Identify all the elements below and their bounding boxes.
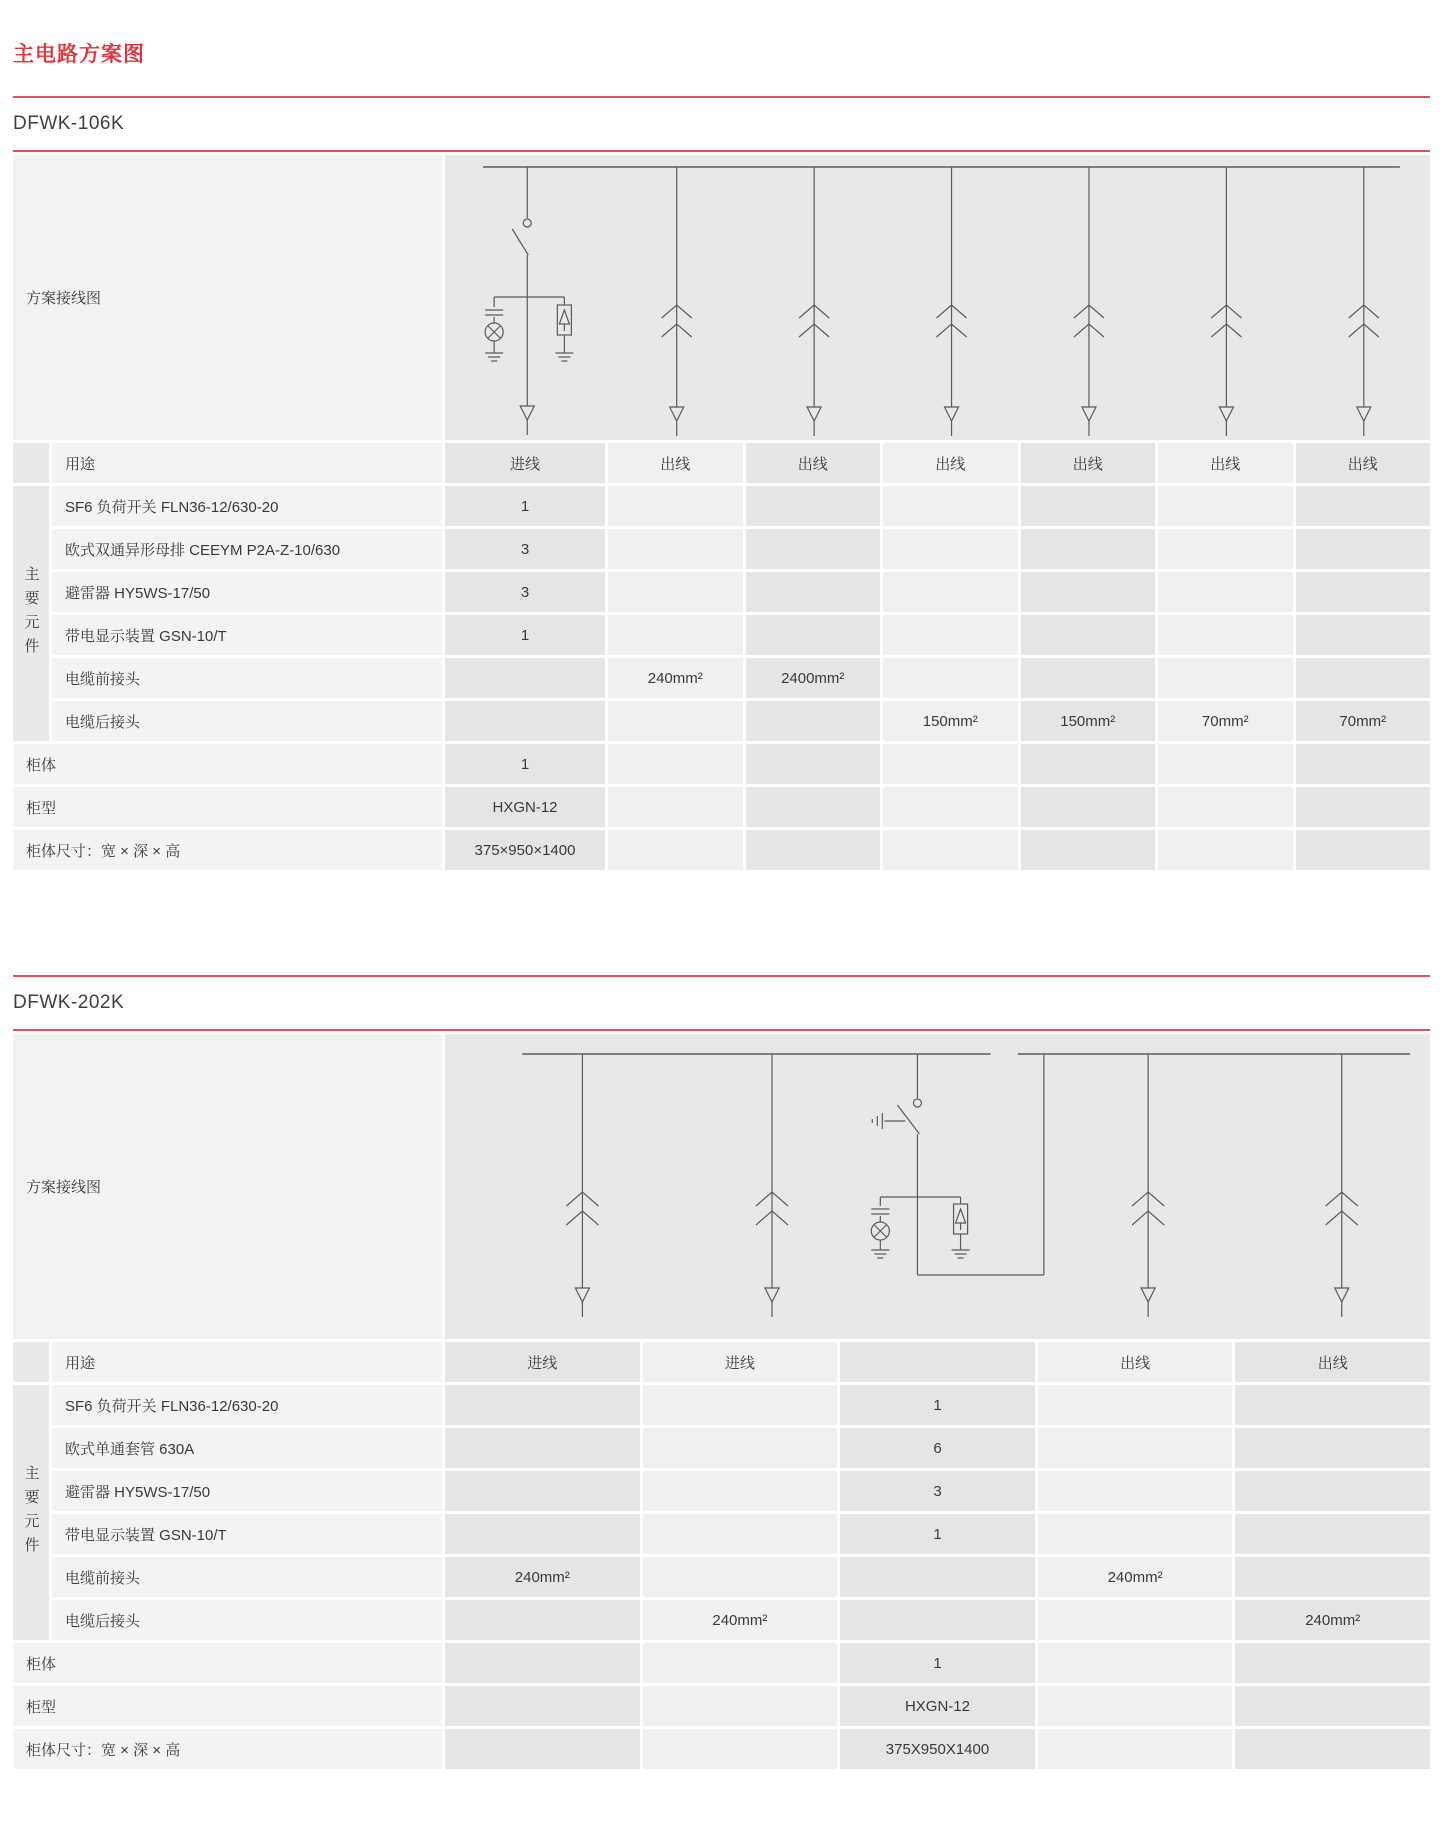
cell-value: 70mm² xyxy=(1296,701,1431,741)
cell-value xyxy=(445,1514,640,1554)
row-label: 柜体 xyxy=(13,1643,442,1683)
cell-value xyxy=(445,1729,640,1769)
components-group-label xyxy=(13,1385,49,1640)
column-header xyxy=(840,1342,1035,1382)
switch-pivot-icon xyxy=(913,1099,921,1107)
cell-value xyxy=(883,744,1018,784)
cell-value xyxy=(643,1428,838,1468)
diagram-label: 方案接线图 xyxy=(13,155,442,440)
cell-value xyxy=(1235,1729,1430,1769)
cell-value xyxy=(1158,787,1293,827)
row-label: 欧式双通异形母排 CEEYM P2A-Z-10/630 xyxy=(52,529,442,569)
cell-value: 375X950X1400 xyxy=(840,1729,1035,1769)
surge-arrester-icon xyxy=(952,1197,970,1258)
cell-value: 1 xyxy=(840,1514,1035,1554)
single-line-diagram-dfwk-202k xyxy=(445,1034,1430,1339)
cell-value xyxy=(746,615,881,655)
feeder-arrow-icon xyxy=(520,406,534,435)
cell-value xyxy=(883,486,1018,526)
outgoing-feeder-branch xyxy=(662,167,692,436)
outgoing-feeder-branch xyxy=(1074,167,1104,436)
cell-value xyxy=(746,830,881,870)
diagram-row xyxy=(13,155,1430,440)
row-label: 避雷器 HY5WS-17/50 xyxy=(52,1471,442,1511)
cell-value xyxy=(1235,1385,1430,1425)
ground-icon xyxy=(555,353,573,361)
row-label: 欧式单通套管 630A xyxy=(52,1428,442,1468)
cell-value xyxy=(1038,1729,1233,1769)
diagram-label: 方案接线图 xyxy=(13,1034,442,1339)
cell-value: 375×950×1400 xyxy=(445,830,605,870)
cell-value xyxy=(1021,486,1156,526)
cell-value xyxy=(1158,486,1293,526)
table-corner-cell xyxy=(13,443,49,483)
cell-value xyxy=(608,486,743,526)
cell-value xyxy=(1235,1686,1430,1726)
cell-value xyxy=(445,1385,640,1425)
row-label: 带电显示装置 GSN-10/T xyxy=(52,615,442,655)
row-label: 柜体尺寸：宽 × 深 × 高 xyxy=(13,1729,442,1769)
row-label: 电缆前接头 xyxy=(52,658,442,698)
outgoing-feeder-branch xyxy=(799,167,829,436)
cell-value xyxy=(1296,486,1431,526)
incoming-feeder-branch xyxy=(566,1054,598,1317)
cell-value xyxy=(1158,744,1293,784)
cell-value xyxy=(1038,1600,1233,1640)
cell-value xyxy=(883,529,1018,569)
cell-value xyxy=(1021,529,1156,569)
cell-value xyxy=(1038,1385,1233,1425)
cell-value xyxy=(1235,1557,1430,1597)
column-header: 出线 xyxy=(1296,443,1431,483)
cell-value: 1 xyxy=(445,486,605,526)
cell-value xyxy=(1296,830,1431,870)
row-label: 电缆后接头 xyxy=(52,701,442,741)
cell-value: 1 xyxy=(840,1643,1035,1683)
cell-value xyxy=(883,658,1018,698)
cell-value xyxy=(1038,1686,1233,1726)
row-label: 柜型 xyxy=(13,1686,442,1726)
cell-value xyxy=(883,615,1018,655)
row-label: 电缆前接头 xyxy=(52,1557,442,1597)
cell-value xyxy=(445,1471,640,1511)
cell-value xyxy=(1021,572,1156,612)
cell-value: 240mm² xyxy=(445,1557,640,1597)
model-name: DFWK-202K xyxy=(13,992,125,1013)
column-header: 出线 xyxy=(746,443,881,483)
voltage-indicator-lamp-icon xyxy=(485,297,503,361)
cell-value xyxy=(1038,1471,1233,1511)
feeder-arrow-icon xyxy=(670,407,684,436)
cell-value xyxy=(643,1643,838,1683)
cell-value xyxy=(746,744,881,784)
cell-value xyxy=(608,572,743,612)
cell-value xyxy=(1235,1428,1430,1468)
cell-value xyxy=(1038,1643,1233,1683)
row-label: SF6 负荷开关 FLN36-12/630-20 xyxy=(52,486,442,526)
cell-value xyxy=(1296,572,1431,612)
section-dfwk-202k xyxy=(13,975,1430,1769)
cell-value xyxy=(643,1514,838,1554)
cell-value xyxy=(1235,1514,1430,1554)
row-label: 柜型 xyxy=(13,787,442,827)
red-divider-line xyxy=(13,1029,1430,1031)
cell-value xyxy=(1158,830,1293,870)
cell-value: 70mm² xyxy=(1158,701,1293,741)
cell-value xyxy=(1158,615,1293,655)
row-label: 柜体尺寸：宽 × 深 × 高 xyxy=(13,830,442,870)
feeder-arrow-icon xyxy=(1335,1288,1349,1317)
ground-icon xyxy=(952,1250,970,1258)
cell-value xyxy=(643,1385,838,1425)
feeder-arrow-icon xyxy=(575,1288,589,1317)
circuit-svg xyxy=(445,1034,1430,1339)
cell-value: 6 xyxy=(840,1428,1035,1468)
column-header: 进线 xyxy=(445,443,605,483)
row-label: SF6 负荷开关 FLN36-12/630-20 xyxy=(52,1385,442,1425)
column-header: 出线 xyxy=(1021,443,1156,483)
outgoing-feeder-branch xyxy=(1326,1054,1358,1317)
cell-value xyxy=(1021,787,1156,827)
column-header: 进线 xyxy=(643,1342,838,1382)
cell-value xyxy=(746,572,881,612)
cell-value: 240mm² xyxy=(1038,1557,1233,1597)
load-break-switch-icon xyxy=(897,1105,919,1134)
cell-value xyxy=(1235,1643,1430,1683)
cell-value: 1 xyxy=(840,1385,1035,1425)
cell-value: 240mm² xyxy=(608,658,743,698)
usage-column-header: 用途 xyxy=(52,1342,442,1382)
voltage-indicator-lamp-icon xyxy=(871,1197,889,1258)
cell-value: 150mm² xyxy=(883,701,1018,741)
column-header: 出线 xyxy=(1038,1342,1233,1382)
cell-value xyxy=(608,615,743,655)
column-header: 出线 xyxy=(883,443,1018,483)
cell-value xyxy=(883,787,1018,827)
spec-table-dfwk-202k xyxy=(13,1342,1430,1769)
row-label: 带电显示装置 GSN-10/T xyxy=(52,1514,442,1554)
cell-value xyxy=(1038,1514,1233,1554)
incoming-feeder-branch xyxy=(756,1054,788,1317)
cell-value xyxy=(1296,658,1431,698)
model-name: DFWK-106K xyxy=(13,113,125,134)
cell-value xyxy=(643,1557,838,1597)
row-label: 避雷器 HY5WS-17/50 xyxy=(52,572,442,612)
outgoing-feeder-branch xyxy=(1349,167,1379,436)
cell-value xyxy=(1021,830,1156,870)
cell-value xyxy=(1021,615,1156,655)
outgoing-feeder-branch xyxy=(1132,1054,1164,1317)
cell-value: HXGN-12 xyxy=(445,787,605,827)
outgoing-feeder-branch xyxy=(1211,167,1241,436)
components-group-label-text: 主要元件 xyxy=(22,565,40,662)
cell-value xyxy=(746,787,881,827)
earthing-switch-icon xyxy=(872,1113,905,1129)
cell-value: 3 xyxy=(445,572,605,612)
row-label: 电缆后接头 xyxy=(52,1600,442,1640)
cell-value xyxy=(643,1686,838,1726)
cell-value xyxy=(643,1471,838,1511)
cell-value xyxy=(1021,658,1156,698)
cell-value: 240mm² xyxy=(1235,1600,1430,1640)
cell-value xyxy=(608,529,743,569)
cell-value xyxy=(608,830,743,870)
cell-value xyxy=(1296,787,1431,827)
cell-value: 3 xyxy=(840,1471,1035,1511)
cell-value xyxy=(1158,658,1293,698)
cell-value xyxy=(746,529,881,569)
cell-value: 150mm² xyxy=(1021,701,1156,741)
feeder-arrow-icon xyxy=(945,407,959,436)
cell-value xyxy=(840,1600,1035,1640)
cell-value: 1 xyxy=(445,744,605,784)
page-title: 主电路方案图 xyxy=(13,43,145,66)
column-header: 进线 xyxy=(445,1342,640,1382)
outgoing-feeder-branch xyxy=(936,167,966,436)
cell-value xyxy=(1038,1428,1233,1468)
column-header: 出线 xyxy=(1235,1342,1430,1382)
feeder-arrow-icon xyxy=(1219,407,1233,436)
cell-value xyxy=(1296,615,1431,655)
cell-value xyxy=(608,701,743,741)
bus-tie-link xyxy=(917,1054,1043,1275)
switch-pivot-icon xyxy=(523,219,531,227)
cell-value xyxy=(1158,529,1293,569)
components-group-label xyxy=(13,486,49,741)
load-break-switch-icon xyxy=(512,229,528,255)
cell-value xyxy=(445,1643,640,1683)
feeder-arrow-icon xyxy=(1141,1288,1155,1317)
surge-arrester-icon xyxy=(555,297,573,361)
cell-value xyxy=(1235,1471,1430,1511)
cell-value xyxy=(445,1600,640,1640)
usage-column-header: 用途 xyxy=(52,443,442,483)
red-divider-line xyxy=(13,150,1430,152)
ground-icon xyxy=(871,1250,889,1258)
cell-value xyxy=(445,1428,640,1468)
cell-value xyxy=(445,701,605,741)
incoming-branch xyxy=(485,167,573,435)
column-header: 出线 xyxy=(608,443,743,483)
cell-value xyxy=(883,830,1018,870)
cell-value xyxy=(1158,572,1293,612)
feeder-arrow-icon xyxy=(765,1288,779,1317)
cell-value xyxy=(883,572,1018,612)
table-corner-cell xyxy=(13,1342,49,1382)
cell-value xyxy=(608,787,743,827)
cell-value: 3 xyxy=(445,529,605,569)
feeder-arrow-icon xyxy=(1082,407,1096,436)
cell-value xyxy=(445,1686,640,1726)
circuit-svg xyxy=(445,155,1430,440)
cell-value xyxy=(746,701,881,741)
components-group-label-text: 主要元件 xyxy=(22,1464,40,1561)
spec-table-dfwk-106k xyxy=(13,443,1430,870)
single-line-diagram-dfwk-106k xyxy=(445,155,1430,440)
diagram-row xyxy=(13,1034,1430,1339)
cell-value xyxy=(840,1557,1035,1597)
cell-value: 2400mm² xyxy=(746,658,881,698)
feeder-arrow-icon xyxy=(807,407,821,436)
cell-value: 1 xyxy=(445,615,605,655)
row-label: 柜体 xyxy=(13,744,442,784)
cell-value xyxy=(1021,744,1156,784)
ground-icon xyxy=(485,353,503,361)
cell-value xyxy=(1296,744,1431,784)
cell-value xyxy=(608,744,743,784)
feeder-arrow-icon xyxy=(1357,407,1371,436)
cell-value xyxy=(746,486,881,526)
cell-value xyxy=(1296,529,1431,569)
cell-value: HXGN-12 xyxy=(840,1686,1035,1726)
section-dfwk-106k xyxy=(13,96,1430,870)
cell-value: 240mm² xyxy=(643,1600,838,1640)
column-header: 出线 xyxy=(1158,443,1293,483)
cell-value xyxy=(445,658,605,698)
cell-value xyxy=(643,1729,838,1769)
switch-unit-branch xyxy=(871,1054,1044,1275)
